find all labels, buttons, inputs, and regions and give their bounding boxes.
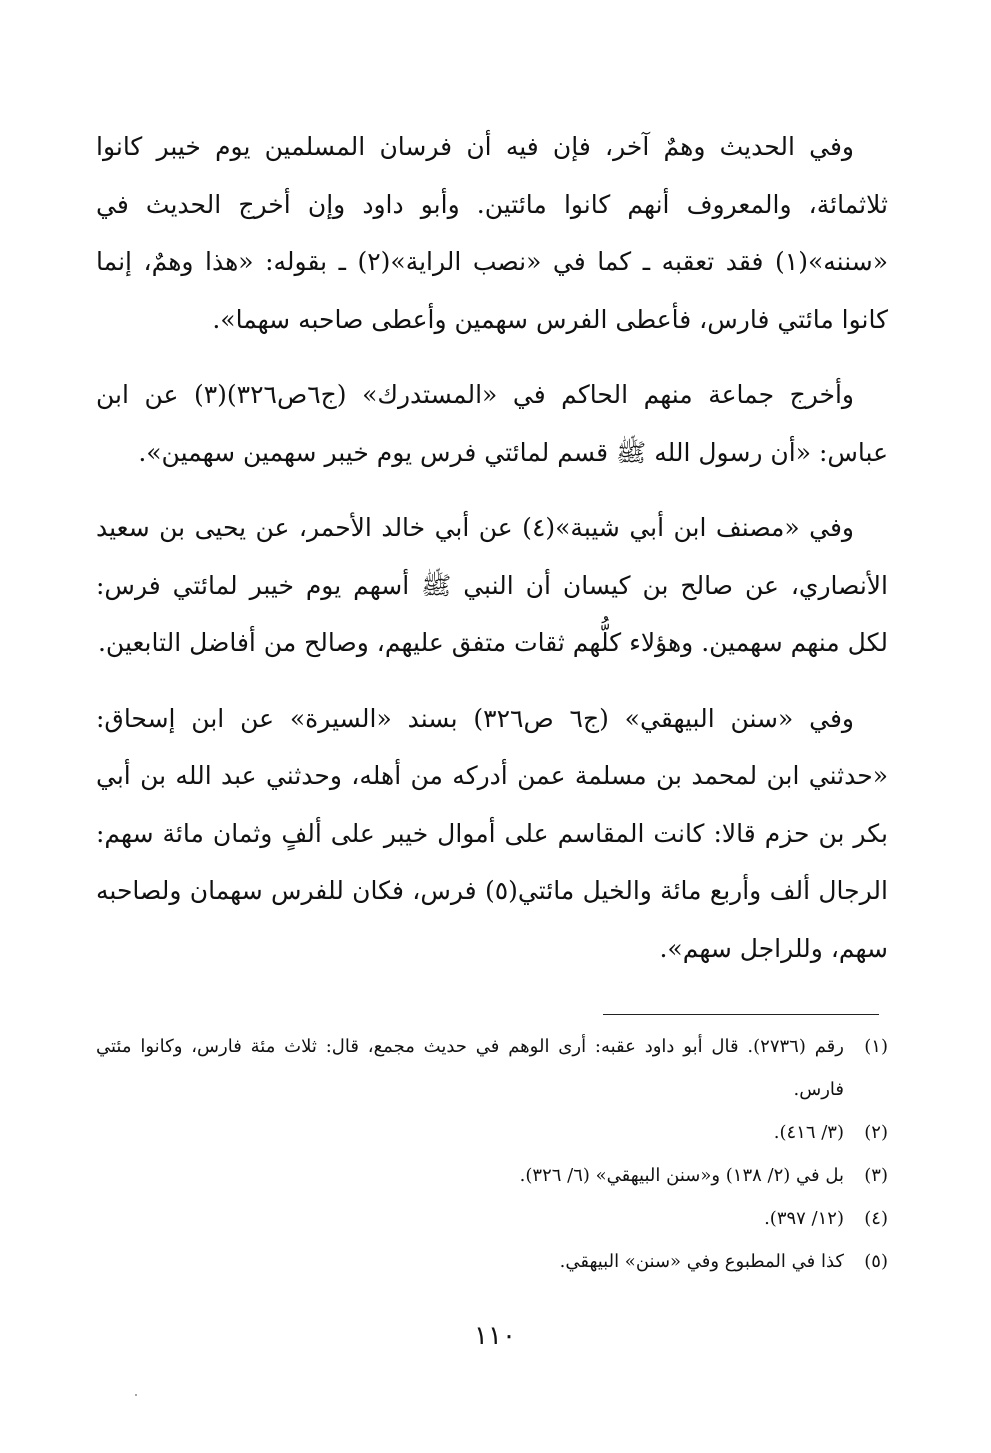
- footnote-number: (٣): [864, 1165, 888, 1186]
- footnote-3: [96, 1154, 888, 1197]
- footnote-1: [96, 1025, 888, 1111]
- footnote-5: [96, 1240, 888, 1283]
- scan-speck: [135, 1394, 137, 1396]
- footnote-2: [96, 1111, 888, 1154]
- footnote-number: (٢): [864, 1122, 888, 1143]
- footnote-4: [96, 1197, 888, 1240]
- footnote-text: كذا في المطبوع وفي «سنن» البيهقي.: [559, 1251, 844, 1272]
- footnote-number: (٥): [864, 1251, 888, 1272]
- footnote-text: بل في (٢/ ١٣٨) و«سنن البيهقي» (٦/ ٣٢٦).: [519, 1165, 844, 1186]
- footnote-number: (٤): [864, 1208, 888, 1229]
- main-text-body: [96, 118, 888, 977]
- page-number: ١١٠: [474, 1321, 516, 1351]
- paragraph-4: وفي «سنن البيهقي» (ج٦ ص٣٢٦) بسند «السيرة» عن ابن إسحاق: «حدثني ابن لمحمد بن مسلمة عمن أدركه من أهله، وحدثني عبد الله بن أبي بكر بن حزم قالا: كانت المقاسم على أموال خيبر على ألفٍ وثمان مائة سهم: الرجال ألف وأربع مائة والخيل مائتي(٥) فرس، فكان للفرس سهمان ولصاحبه سهم، وللراجل سهم».: [96, 703, 888, 963]
- footnote-separator: [603, 1014, 879, 1015]
- paragraph-1: وفي الحديث وهمٌ آخر، فإن فيه أن فرسان المسلمين يوم خيبر كانوا ثلاثمائة، والمعروف أنهم كانوا مائتين. وأبو داود وإن أخرج الحديث في «سننه»(١) فقد تعقبه ـ كما في «نصب الراية»(٢) ـ بقوله: «هذا وهمٌ، إنما كانوا مائتي فارس، فأعطى الفرس سهمين وأعطى صاحبه سهما».: [96, 132, 888, 334]
- footnote-number: (١): [864, 1036, 888, 1057]
- footnote-text: (١٢/ ٣٩٧).: [764, 1208, 844, 1229]
- paragraph-2: وأخرج جماعة منهم الحاكم في «المستدرك» (ج٦ص٣٢٦)(٣) عن ابن عباس: «أن رسول الله ﷺ قسم لمائتي فرس يوم خيبر سهمين سهمين».: [96, 380, 888, 467]
- footnotes: [96, 1025, 888, 1283]
- footnote-text: رقم (٢٧٣٦). قال أبو داود عقبه: أرى الوهم في حديث مجمع، قال: ثلاث مئة فارس، وكانوا مئتي فارس.: [96, 1036, 844, 1100]
- footnote-text: (٣/ ٤١٦).: [773, 1122, 844, 1143]
- paragraph-3: وفي «مصنف ابن أبي شيبة»(٤) عن أبي خالد الأحمر، عن يحيى بن سعيد الأنصاري، عن صالح بن كيسان أن النبي ﷺ أسهم يوم خيبر لمائتي فرس: لكل منهم سهمين. وهؤلاء كلُّهم ثقات متفق عليهم، وصالح من أفاضل التابعين.: [96, 513, 888, 657]
